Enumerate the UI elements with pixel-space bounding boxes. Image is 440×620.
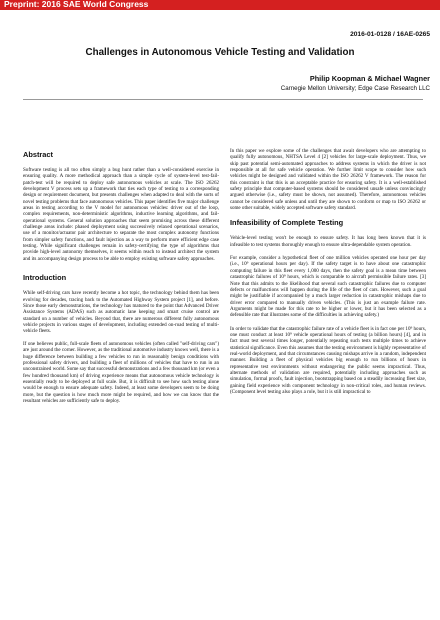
introduction-paragraph: While self-driving cars have recently become a hot topic, the technology behind them has been evolving for decades, tracing back to the Automated Highway System project [1], and before. Since those early demonstrations, the technology has matured to the point that Advanced Driver Assistance Systems (ADAS) such as automatic lane keeping and smart cruise control are standard on a number of vehicles. Beyond that, there are numerous different fully autonomous vehicle projects in various stages of development, including extended on-road testing of multi-vehicle fleets.	[23, 290, 219, 335]
author-affiliation: Carnegie Mellon University; Edge Case Research LLC	[280, 85, 430, 92]
document-id: 2016-01-0128 / 16AE-0265	[350, 31, 430, 38]
introduction-heading: Introduction	[23, 273, 67, 283]
infeasibility-heading: Infeasibility of Complete Testing	[230, 218, 344, 228]
abstract-paragraph: Software testing is all too often simply a bug hunt rather than a well-considered exercise in ensuring quality. A more methodical approach than a simple cycle of system-level test-fail-patch-test will be required to deploy safe autonomous vehicles at scale. The ISO 26262 development V process sets up a framework that ties each type of testing to a corresponding design or requirement document, but presents challenges when adapted to deal with the sorts of novel testing problems that face autonomous vehicles. This paper identifies five major challenge areas in testing according to the V model for autonomous vehicles: driver out of the loop, complex requirements, non-deterministic algorithms, inductive learning algorithms, and fail-operational systems. General solution approaches that seem promising across these different challenge areas include: phased deployment using successively relaxed operational scenarios, use of a monitor/actuator pair architecture to separate the most complex autonomy functions from simpler safety functions, and fault injection as a way to perform more efficient edge case testing. While significant challenges remain in safety-certifying the type of algorithms that provide high-level autonomy themselves, it seems within reach to instead architect the system and its accompanying design process to be able to employ existing software safety approaches.	[23, 167, 219, 262]
infeasibility-paragraph: Vehicle-level testing won't be enough to ensure safety. It has long been known that it is infeasible to test systems thoroughly enough to ensure ultra-dependable system operation.	[230, 235, 426, 248]
header-divider	[23, 99, 423, 100]
abstract-heading: Abstract	[23, 150, 53, 159]
paper-title: Challenges in Autonomous Vehicle Testing and Validation	[85, 47, 355, 58]
preprint-banner	[0, 0, 440, 10]
infeasibility-paragraph: In order to validate that the catastrophic failure rate of a vehicle fleet is in fact one per 10⁹ hours, one must conduct at least 10⁹ vehicle operational hours of testing (a billion hours) [4], and in fact must test several times longer, potentially repeating such tests multiple times to achieve statistical significance. Even this assumes that the testing environment is highly representative of real-world deployment, and that circumstances causing mishaps arrive in a random, independent manner. Building a fleet of physical vehicles big enough to run billions of hours in representative test environments without endangering the public seems impractical. Thus, alternate methods of validation are required, potentially including approaches such as simulation, formal proofs, fault injection, bootstrapping based on a steadily increasing fleet size, gaining field experience with component technology in non-critical roles, and human reviews. (Component level testing also plays a role, but it is still impractical to	[230, 325, 426, 395]
infeasibility-paragraph: For example, consider a hypothetical fleet of one million vehicles operated one hour per day (i.e., 10⁹ operational hours per day). If the safety target is to have about one catastrophic computing failure in this fleet every 1,000 days, then the safety goal is a mean time between catastrophic failures of 10⁹ hours, which is comparable to aircraft permissible failure rates. [3] Note that this admits to the likelihood that several such catastrophic failures due to computer defects or malfunctions will happen during the life of the fleet of cars. However, such a goal might be justifiable if accompanied by a much larger reduction in catastrophic mishaps due to driver error compared to manually driven vehicles. (This is just an example failure rate. Arguments might be made for this rate to be higher or lower, but it has been selected as a defensible rate that illustrates some of the difficulties in achieving safety.)	[230, 255, 426, 319]
left-column	[23, 150, 219, 411]
banner-text: Preprint: 2016 SAE World Congress	[4, 0, 149, 9]
paper-authors: Philip Koopman & Michael Wagner	[309, 74, 430, 83]
introduction-paragraph: If one believes public, full-scale fleets of autonomous vehicles (often called "self-driving cars") are just around the corner. However, as the traditional automotive industry knows well, there is a huge difference between building a few vehicles to run in reasonably benign conditions with professional safety drivers, and building a fleet of millions of vehicles that have to run in an unconstrained world. Some say that successful demonstrations and a few thousand km (or even a few hundred thousand km) of driving experience means that autonomous vehicle technology is essentially ready to be deployed at full scale. But, it is difficult to see how such testing alone would be enough to ensure adequate safety. Indeed, at least some developers seem to be doing more, but the question is how much more might be required, and how we can know that the resultant vehicles are sufficiently safe to deploy.	[23, 341, 219, 405]
right-column	[230, 148, 426, 402]
scope-paragraph: In this paper we explore some of the challenges that await developers who are attempting to qualify fully autonomous, NHTSA Level 4 [2] vehicles for large-scale deployment. Thus, we skip past potential semi-automated approaches to address systems in which the driver is not responsible at all for safe vehicle operation. We further limit scope to consider how such vehicles might be designed and validated within the ISO 26262 V framework. The reason for this constraint is that this is an acceptable practice for ensuring safety. It is a well-established safety principle that computer-based systems should be considered unsafe unless convincingly argued otherwise (i.e., safety must be shown, not assumed). Therefore, autonomous vehicles cannot be considered safe unless and until they are shown to conform or map to ISO 26262 or some other suitable, widely accepted software safety standard.	[230, 148, 426, 212]
